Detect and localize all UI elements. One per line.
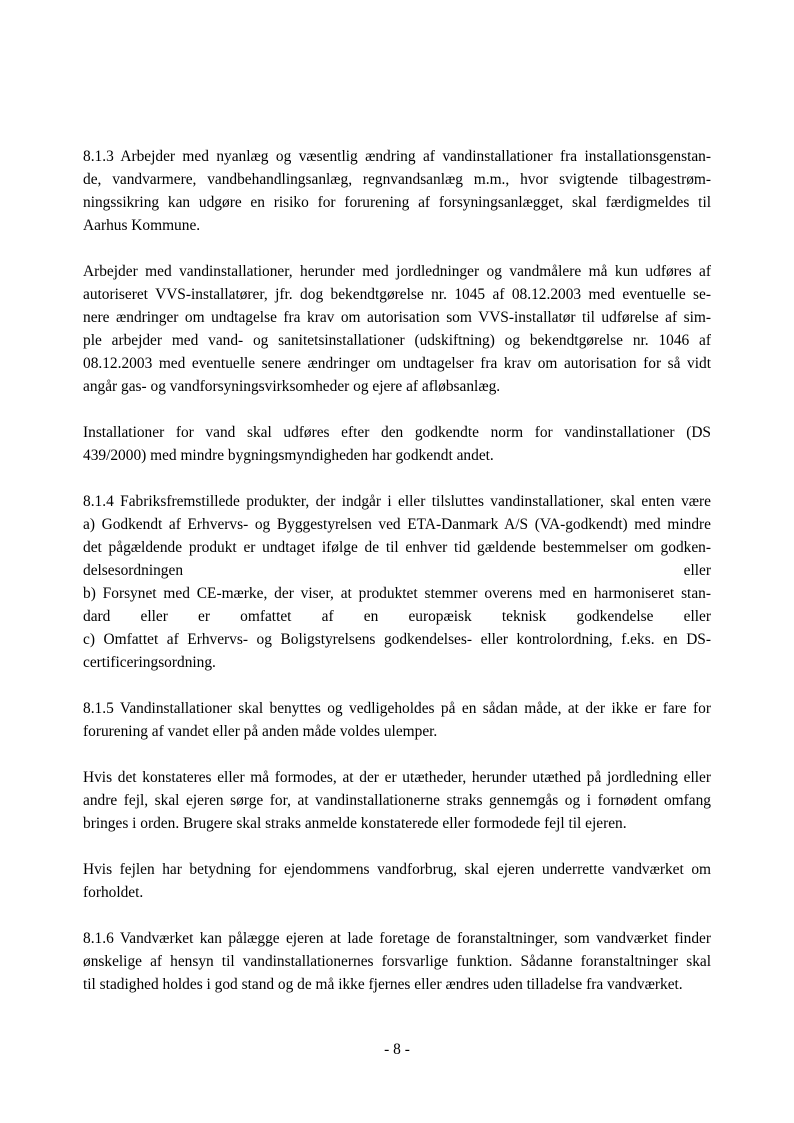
text-line: Hvis fejlen har betydning for ejendommens vandforbrug, skal ejeren underrette vandværket om [83, 861, 711, 878]
text-line: Arbejder med vandinstallationer, herunder med jordledninger og vandmålere må kun udføres af [83, 263, 711, 280]
page-number: - 8 - [384, 1041, 410, 1058]
paragraph-container [83, 145, 711, 996]
text-line: det pågældende produkt er undtaget ifølge de til enhver tid gældende bestemmelser om godken- [83, 539, 711, 556]
text-line: autoriseret VVS-installatører, jfr. dog bekendtgørelse nr. 1045 af 08.12.2003 med eventuelle se- [83, 286, 711, 303]
paragraph [83, 490, 711, 674]
paragraph [83, 260, 711, 398]
text-line: a) Godkendt af Erhvervs- og Byggestyrelsen ved ETA-Danmark A/S (VA-godkendt) med mindre [83, 516, 711, 533]
paragraph [83, 421, 711, 467]
text-line: 08.12.2003 med eventuelle senere ændringer om undtagelser fra krav om autorisation for så vidt [83, 355, 711, 372]
text-line: 8.1.5 Vandinstallationer skal benyttes og vedligeholdes på en sådan måde, at der ikke er fare for [83, 700, 711, 717]
text-line: certificeringsordning. [83, 654, 216, 671]
text-line: ningssikring kan udgøre en risiko for forurening af forsyningsanlægget, skal færdigmeldes til [83, 194, 711, 211]
text-line: b) Forsynet med CE-mærke, der viser, at produktet stemmer overens med en harmoniseret stan- [83, 585, 711, 602]
document-body [83, 145, 711, 1019]
text-line: Hvis det konstateres eller må formodes, at der er utætheder, herunder utæthed på jordledning eller [83, 769, 711, 786]
paragraph [83, 858, 711, 904]
text-line: forurening af vandet eller på anden måde voldes ulemper. [83, 723, 438, 740]
text-line: de, vandvarmere, vandbehandlingsanlæg, regnvandsanlæg m.m., hvor svigtende tilbagestrøm- [83, 171, 711, 188]
text-line: andre fejl, skal ejeren sørge for, at vandinstallationerne straks gennemgås og i fornødent omfang [83, 792, 711, 809]
text-line: 439/2000) med mindre bygningsmyndigheden har godkendt andet. [83, 447, 494, 464]
paragraph [83, 927, 711, 996]
text-line: delsesordningen eller [83, 562, 711, 579]
text-line: til stadighed holdes i god stand og de må ikke fjernes eller ændres uden tilladelse fra vandværket. [83, 976, 683, 993]
text-line: dard eller er omfattet af en europæisk teknisk godkendelse eller [83, 608, 711, 625]
paragraph [83, 145, 711, 237]
paragraph [83, 697, 711, 743]
text-line: forholdet. [83, 884, 144, 901]
text-line: Aarhus Kommune. [83, 217, 201, 234]
text-line: angår gas- og vandforsyningsvirksomheder og ejere af afløbsanlæg. [83, 378, 501, 395]
text-line: Installationer for vand skal udføres efter den godkendte norm for vandinstallationer (DS [83, 424, 711, 441]
text-line: 8.1.3 Arbejder med nyanlæg og væsentlig ændring af vandinstallationer fra installationsgenstan- [83, 148, 711, 165]
text-line: 8.1.6 Vandværket kan pålægge ejeren at lade foretage de foranstaltninger, som vandværket finder [83, 930, 711, 947]
text-line: ønskelige af hensyn til vandinstallationernes forsvarlige funktion. Sådanne foranstaltninger skal [83, 953, 711, 970]
text-line: bringes i orden. Brugere skal straks anmelde konstaterede eller formodede fejl til ejeren. [83, 815, 627, 832]
text-line: 8.1.4 Fabriksfremstillede produkter, der indgår i eller tilsluttes vandinstallationer, skal enten være [83, 493, 711, 510]
text-line: c) Omfattet af Erhvervs- og Boligstyrelsens godkendelses- eller kontrolordning, f.eks. en DS- [83, 631, 711, 648]
text-line: nere ændringer om undtagelse fra krav om autorisation som VVS-installatør til udførelse af sim- [83, 309, 711, 326]
text-line: ple arbejder med vand- og sanitetsinstallationer (udskiftning) og bekendtgørelse nr. 1046 af [83, 332, 711, 349]
paragraph [83, 766, 711, 835]
